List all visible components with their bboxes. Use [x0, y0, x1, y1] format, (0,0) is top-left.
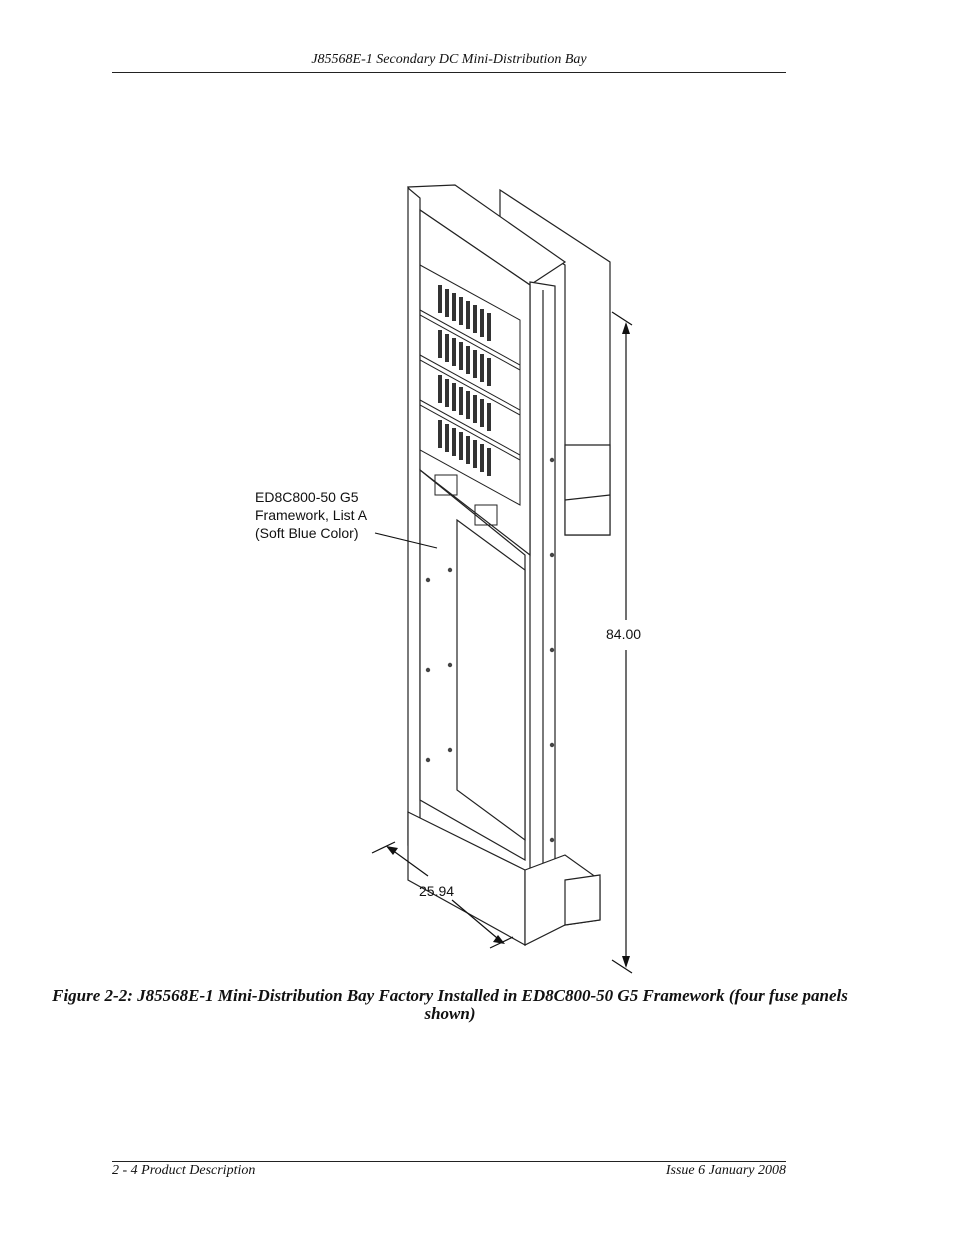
depth-value: 25.94 — [419, 883, 455, 899]
height-value: 84.00 — [606, 626, 642, 642]
header-rule — [112, 72, 786, 73]
page-header: J85568E-1 Secondary DC Mini-Distribution Bay — [311, 52, 587, 67]
footer-rule — [112, 1161, 786, 1162]
callout-line-3: (Soft Blue Color) — [255, 525, 359, 541]
callout-line-1: ED8C800-50 G5 — [255, 489, 359, 505]
footer-section: 2 - 4 Product Description — [112, 1163, 256, 1178]
left-upright — [408, 188, 420, 845]
bay-drawing — [240, 175, 700, 980]
height-dimension — [612, 312, 632, 973]
callout-line-2: Framework, List A — [255, 507, 368, 523]
figure-caption: Figure 2-2: J85568E-1 Mini-Distribution Bay Factory Installed in ED8C800-50 G5 Framework (four fuse panels shown) — [52, 986, 848, 1023]
framework-callout — [255, 488, 367, 542]
footer-issue: Issue 6 January 2008 — [665, 1163, 786, 1178]
